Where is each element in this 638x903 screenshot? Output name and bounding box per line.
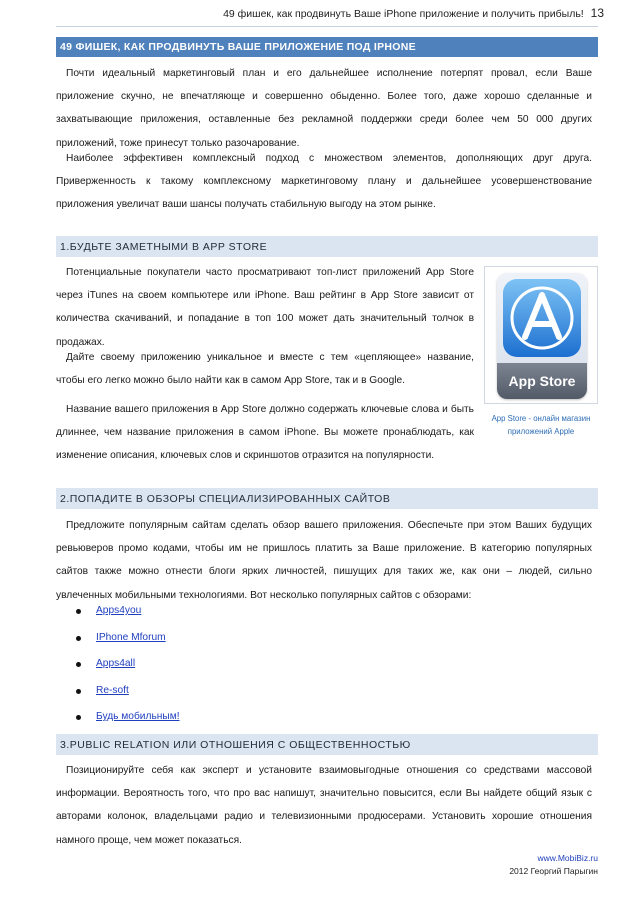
app-store-logo-tile bbox=[503, 279, 581, 357]
list-item bbox=[56, 678, 592, 705]
link-apps4all[interactable]: Apps4all bbox=[96, 658, 136, 669]
app-store-a-glyph bbox=[503, 279, 581, 357]
section-1-paragraph-3-text: Название вашего приложения в App Store должно содержать ключевые слова и быть длиннее, чем название приложения в самом iPhone. Вы можете пронаблюдать, как изменение описания, ключевых слов и скриншотов отразится на популярности. bbox=[56, 404, 474, 462]
header-divider bbox=[56, 26, 598, 27]
bullet-icon bbox=[76, 636, 81, 641]
section-3-heading: 3.PUBLIC RELATION ИЛИ ОТНОШЕНИЯ С ОБЩЕСТВЕННОСТЬЮ bbox=[56, 734, 598, 755]
running-head bbox=[223, 6, 604, 20]
footer-author: 2012 Георгий Парыгин bbox=[509, 866, 598, 876]
list-item bbox=[56, 598, 592, 625]
bullet-icon bbox=[76, 689, 81, 694]
section-1-heading: 1.БУДЬТЕ ЗАМЕТНЫМИ В APP STORE bbox=[56, 236, 598, 257]
bullet-icon bbox=[76, 715, 81, 720]
app-store-figure bbox=[484, 266, 598, 404]
link-re-soft[interactable]: Re-soft bbox=[96, 684, 129, 696]
section-1-paragraph-1: Потенциальные покупатели часто просматривают топ-лист приложений App Store через iTunes на своем компьютере или iPhone. Ваш рейтинг в App Store зависит от количества скачиваний, и попадание в топ 100 может дать значительный толчок в продажах. bbox=[56, 267, 474, 348]
running-head-title: 49 фишек, как продвинуть Ваше iPhone приложение и получить прибыль! bbox=[223, 8, 584, 20]
list-item bbox=[56, 625, 592, 652]
list-item bbox=[56, 651, 592, 678]
bullet-icon bbox=[76, 609, 81, 614]
intro-paragraph-1: Почти идеальный маркетинговый план и его дальнейшее исполнение потерпят провал, если Ваше приложение скучно, не впечатляюще и совершенно обыденно. Более того, даже хорошо сделанные и захватывающие приложения, оставленные без рекламной поддержки среди более чем 50 000 других приложений, тоже принесут только разочарование. bbox=[56, 68, 592, 149]
footer bbox=[509, 852, 598, 878]
link-apps4you[interactable]: Apps4you bbox=[96, 605, 142, 616]
app-store-icon-label: App Store bbox=[497, 363, 587, 399]
footer-site-link[interactable]: www.MobiBiz.ru bbox=[537, 853, 598, 863]
intro-paragraph-2: Наиболее эффективен комплексный подход с множеством элементов, дополняющих друг друга. Приверженность к такому комплексному маркетинговому плану и дальнейшее усовершенствование приложения увеличат ваши шансы получать стабильную выгоду на этом рынке. bbox=[56, 153, 592, 211]
section-2-heading: 2.ПОПАДИТЕ В ОБЗОРЫ СПЕЦИАЛИЗИРОВАННЫХ САЙТОВ bbox=[56, 488, 598, 509]
link-bud-mobilnym[interactable]: Будь мобильным! bbox=[96, 711, 180, 722]
main-heading: 49 ФИШЕК, КАК ПРОДВИНУТЬ ВАШЕ ПРИЛОЖЕНИЕ ПОД IPHONE bbox=[56, 37, 598, 57]
bullet-icon bbox=[76, 662, 81, 667]
figure-caption: App Store - онлайн магазин приложений Apple bbox=[491, 414, 591, 436]
review-sites-list bbox=[56, 598, 592, 731]
app-store-icon bbox=[497, 273, 587, 399]
link-iphone-mforum[interactable]: IPhone Mforum bbox=[96, 631, 166, 643]
section-1-paragraph-2: Дайте своему приложению уникальное и вместе с тем «цепляющее» название, чтобы его легко можно было найти как в самом App Store, так и в Google. bbox=[56, 352, 474, 387]
page-number: 13 bbox=[590, 6, 604, 20]
section-2-paragraph-1: Предложите популярным сайтам сделать обзор вашего приложения. Обеспечьте при этом Ваших будущих ревьюверов промо кодами, чтобы им не пришлось платить за Ваше приложение. В категорию популярных сайтов также можно отнести блоги ярких личностей, пишущих для таких же, как они – людей, сильно увлеченных мобильными технологиями. Вот несколько популярных сайтов с обзорами: bbox=[56, 520, 592, 601]
section-3-paragraph-1: Позиционируйте себя как эксперт и установите взаимовыгодные отношения со средствами массовой информации. Вероятность того, что про вас напишут, значительно повысится, если Вы найдете общий язык с авторами колонок, владельцами радио и телевизионными продюсерами. Установить хорошие отношения намного проще, чем может показаться. bbox=[56, 765, 592, 846]
list-item bbox=[56, 704, 592, 731]
